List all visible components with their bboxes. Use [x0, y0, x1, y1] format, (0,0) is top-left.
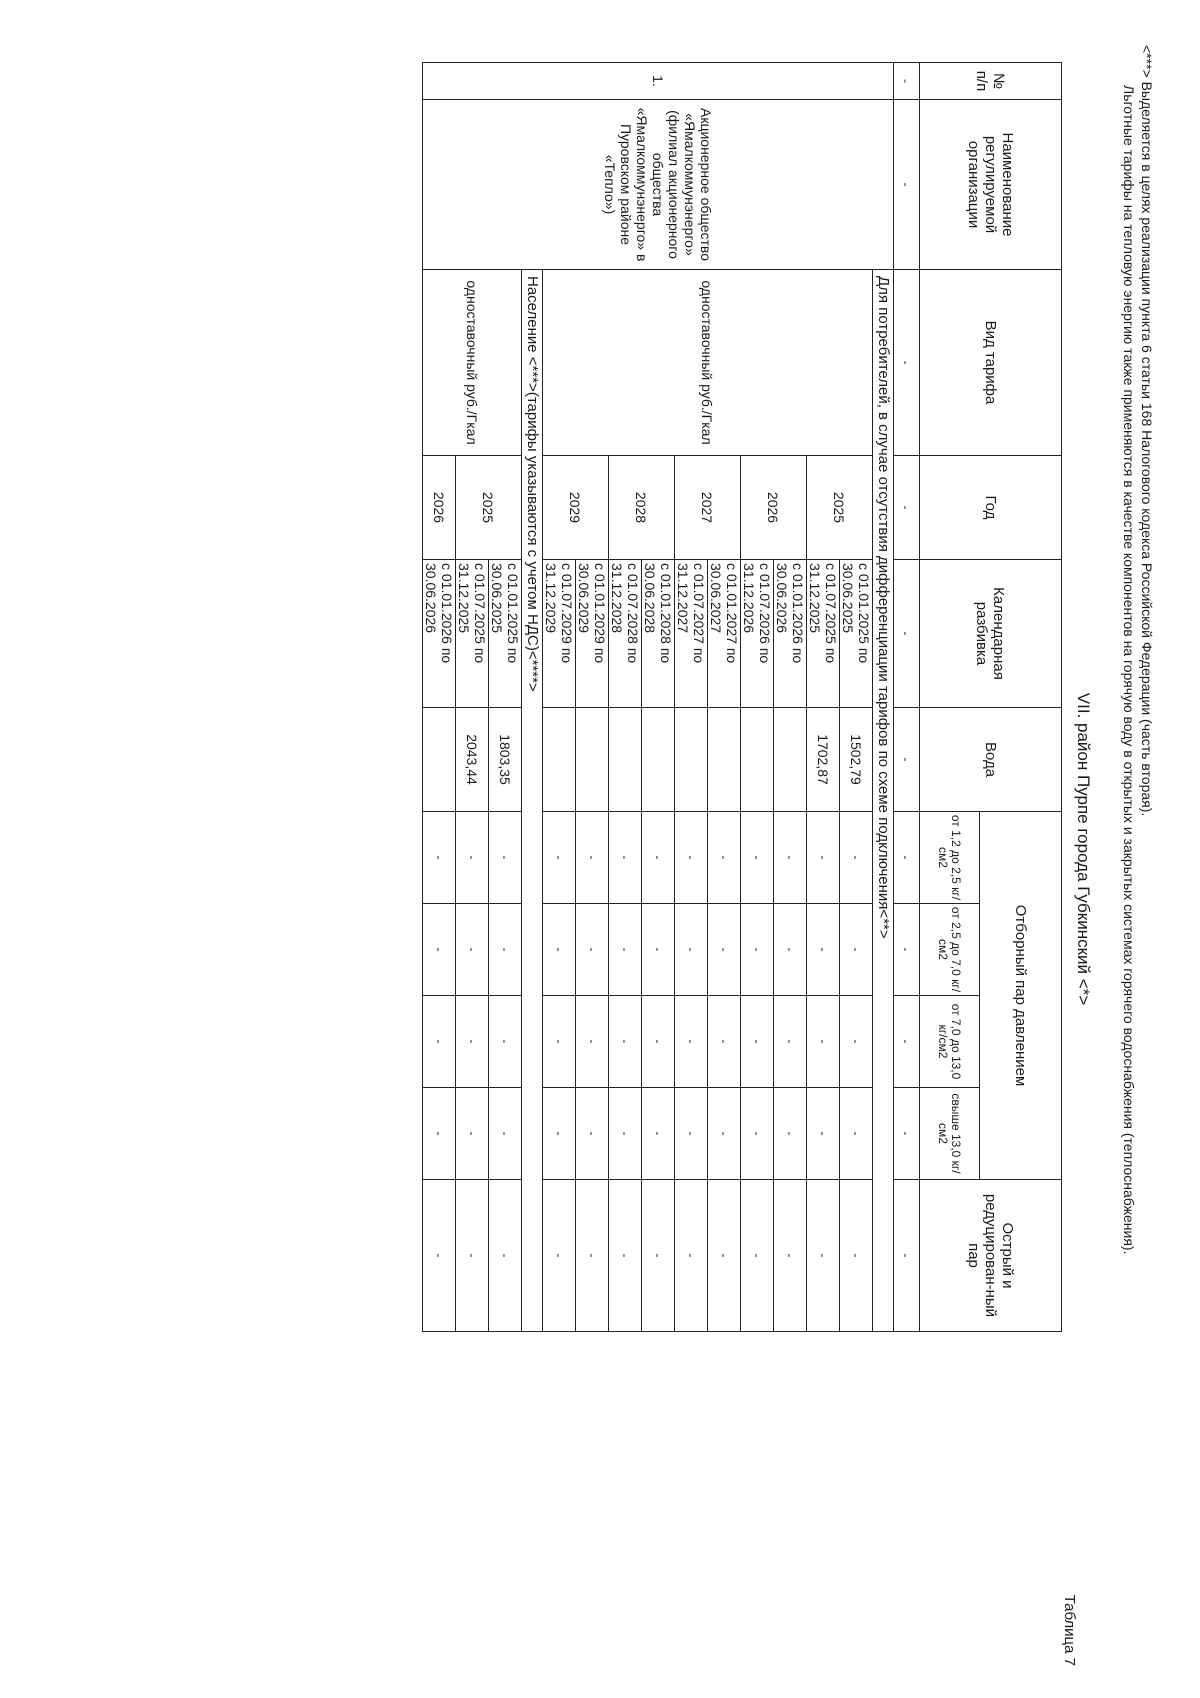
dash-cell: - — [609, 904, 642, 996]
year-cell: 2025 — [807, 456, 873, 560]
dash-cell: - — [708, 904, 741, 996]
dash-cell: - — [774, 1088, 807, 1180]
dash-cell: - — [456, 904, 489, 996]
dash-cell: - — [675, 904, 708, 996]
footnote-benefit: Льготные тарифы на тепловую энергию также применяются в качестве компонентов на горячую воду в открытых и закрытых системах горячего водоснабжения (теплоснабжения). — [1121, 85, 1137, 1255]
tariff-type-general: одноставочный руб./Гкал — [543, 270, 873, 456]
tariff-type-population: одноставочный руб./Гкал — [423, 270, 522, 456]
water-cell: 1502,79 — [840, 708, 873, 812]
dash-cell: - — [642, 904, 675, 996]
header-steam-1: от 1,2 до 2,5 кг/см2 — [920, 812, 980, 904]
tariff-table — [422, 62, 1062, 1332]
dash-cell: - — [807, 1180, 840, 1332]
water-cell — [774, 708, 807, 812]
dash-cell: - — [807, 904, 840, 996]
water-cell — [741, 708, 774, 812]
year-cell: 2029 — [543, 456, 609, 560]
water-cell — [708, 708, 741, 812]
year-cell: 2028 — [609, 456, 675, 560]
dash-cell: - — [456, 812, 489, 904]
table-cell: - — [894, 1088, 920, 1180]
water-cell — [423, 708, 456, 812]
dash-cell: - — [576, 1088, 609, 1180]
dash-cell: - — [708, 1088, 741, 1180]
water-cell: 1702,87 — [807, 708, 840, 812]
dash-cell: - — [840, 1180, 873, 1332]
header-steam-3: от 7,0 до 13,0 кг/см2 — [920, 996, 980, 1088]
water-cell: 1803,35 — [489, 708, 522, 812]
water-cell — [543, 708, 576, 812]
dash-cell: - — [489, 996, 522, 1088]
page-title: VII. район Пурпе города Губкинский <*> — [1074, 692, 1093, 1006]
dash-cell: - — [807, 996, 840, 1088]
section-row-population-text: Население <***>(тарифы указываются с учетом НДС)<****> — [522, 270, 543, 1332]
water-cell — [576, 708, 609, 812]
table-cell: - — [894, 456, 920, 560]
period-cell: с 01.07.2029 по 31.12.2029 — [543, 560, 576, 708]
period-cell: с 01.01.2027 по 30.06.2027 — [708, 560, 741, 708]
dash-cell: - — [807, 1088, 840, 1180]
dash-cell: - — [741, 996, 774, 1088]
dash-cell: - — [456, 1088, 489, 1180]
dash-cell: - — [423, 904, 456, 996]
dash-cell: - — [840, 996, 873, 1088]
dash-cell: - — [774, 812, 807, 904]
water-cell: 2043,44 — [456, 708, 489, 812]
header-tariff-type: Вид тарифа — [920, 270, 1062, 456]
dash-cell: - — [708, 1180, 741, 1332]
period-cell: с 01.07.2026 по 31.12.2026 — [741, 560, 774, 708]
dash-cell: - — [543, 904, 576, 996]
period-cell: с 01.01.2025 по 30.06.2025 — [840, 560, 873, 708]
dash-cell: - — [609, 1180, 642, 1332]
dash-cell: - — [489, 812, 522, 904]
header-steam-2: от 2,5 до 7,0 кг/см2 — [920, 904, 980, 996]
period-cell: с 01.07.2028 по 31.12.2028 — [609, 560, 642, 708]
table-cell: - — [894, 812, 920, 904]
dash-cell: - — [741, 904, 774, 996]
section-row-general — [873, 63, 894, 1332]
table-number: Таблица 7 — [1061, 1594, 1078, 1666]
dash-cell: - — [840, 1088, 873, 1180]
header-org: Наименование регулируемой организации — [920, 100, 1062, 270]
dash-cell: - — [807, 812, 840, 904]
period-cell: с 01.01.2026 по 30.06.2026 — [423, 560, 456, 708]
header-calendar: Календарная разбивка — [920, 560, 1062, 708]
dash-cell: - — [576, 812, 609, 904]
dash-cell: - — [642, 1180, 675, 1332]
year-cell: 2026 — [423, 456, 456, 560]
year-cell: 2026 — [741, 456, 807, 560]
table-cell: - — [894, 996, 920, 1088]
dash-cell: - — [543, 996, 576, 1088]
dash-cell: - — [489, 1180, 522, 1332]
dash-cell: - — [708, 812, 741, 904]
period-cell: с 01.01.2026 по 30.06.2026 — [774, 560, 807, 708]
table-cell: - — [894, 100, 920, 270]
dash-cell: - — [423, 1088, 456, 1180]
dash-cell: - — [675, 1180, 708, 1332]
header-steam-4: свыше 13,0 кг/см2 — [920, 1088, 980, 1180]
dash-cell: - — [576, 904, 609, 996]
dash-cell: - — [576, 1180, 609, 1332]
dash-cell: - — [642, 812, 675, 904]
header-acute-steam: Острый и редуцирован-ный пар — [920, 1180, 1062, 1332]
dash-cell: - — [489, 1088, 522, 1180]
table-cell: - — [894, 270, 920, 456]
section-row-general-text: Для потребителей, в случае отсутствия дифференциации тарифов по схеме подключения<**> — [873, 270, 894, 1332]
dash-cell: - — [423, 1180, 456, 1332]
org-name: Акционерное общество «Ямалкоммунэнерго» (филиал акционерного общества «Ямалкоммунэнерго» в Пуровском районе «Тепло») — [423, 100, 894, 270]
water-cell — [609, 708, 642, 812]
dash-cell: - — [543, 1180, 576, 1332]
period-cell: с 01.01.2025 по 30.06.2025 — [489, 560, 522, 708]
dash-cell: - — [675, 996, 708, 1088]
dash-cell: - — [840, 812, 873, 904]
dash-cell: - — [774, 996, 807, 1088]
year-cell: 2027 — [675, 456, 741, 560]
header-steam: Отборный пар давлением — [980, 812, 1062, 1180]
period-cell: с 01.07.2027 по 31.12.2027 — [675, 560, 708, 708]
table-cell: - — [894, 1180, 920, 1332]
water-cell — [642, 708, 675, 812]
dash-cell: - — [576, 996, 609, 1088]
dash-cell: - — [741, 812, 774, 904]
table-cell: - — [894, 904, 920, 996]
period-cell: с 01.01.2028 по 30.06.2028 — [642, 560, 675, 708]
dash-cell: - — [609, 812, 642, 904]
header-water: Вода — [920, 708, 1062, 812]
dash-row — [894, 63, 920, 1332]
period-cell: с 01.07.2025 по 31.12.2025 — [807, 560, 840, 708]
dash-cell: - — [642, 996, 675, 1088]
dash-cell: - — [456, 996, 489, 1088]
dash-cell: - — [609, 1088, 642, 1180]
dash-cell: - — [675, 1088, 708, 1180]
dash-cell: - — [423, 996, 456, 1088]
year-cell: 2025 — [456, 456, 522, 560]
dash-cell: - — [489, 904, 522, 996]
dash-cell: - — [675, 812, 708, 904]
dash-cell: - — [774, 904, 807, 996]
dash-cell: - — [741, 1088, 774, 1180]
dash-cell: - — [423, 812, 456, 904]
dash-cell: - — [774, 1180, 807, 1332]
dash-cell: - — [543, 812, 576, 904]
period-cell: с 01.01.2029 по 30.06.2029 — [576, 560, 609, 708]
dash-cell: - — [456, 1180, 489, 1332]
header-year: Год — [920, 456, 1062, 560]
dash-cell: - — [642, 1088, 675, 1180]
footnote-vat: <***> Выделяется в целях реализации пункта 6 статьи 168 Налогового кодекса Российской Федерации (часть вторая). — [1139, 45, 1155, 817]
dash-cell: - — [840, 904, 873, 996]
table-cell: - — [894, 63, 920, 100]
dash-cell: - — [543, 1088, 576, 1180]
period-cell: с 01.07.2025 по 31.12.2025 — [456, 560, 489, 708]
org-number: 1. — [423, 63, 894, 100]
table-cell: - — [894, 708, 920, 812]
water-cell — [675, 708, 708, 812]
dash-cell: - — [741, 1180, 774, 1332]
dash-cell: - — [609, 996, 642, 1088]
dash-cell: - — [708, 996, 741, 1088]
header-num: № п/п — [920, 63, 1062, 100]
table-cell: - — [894, 560, 920, 708]
